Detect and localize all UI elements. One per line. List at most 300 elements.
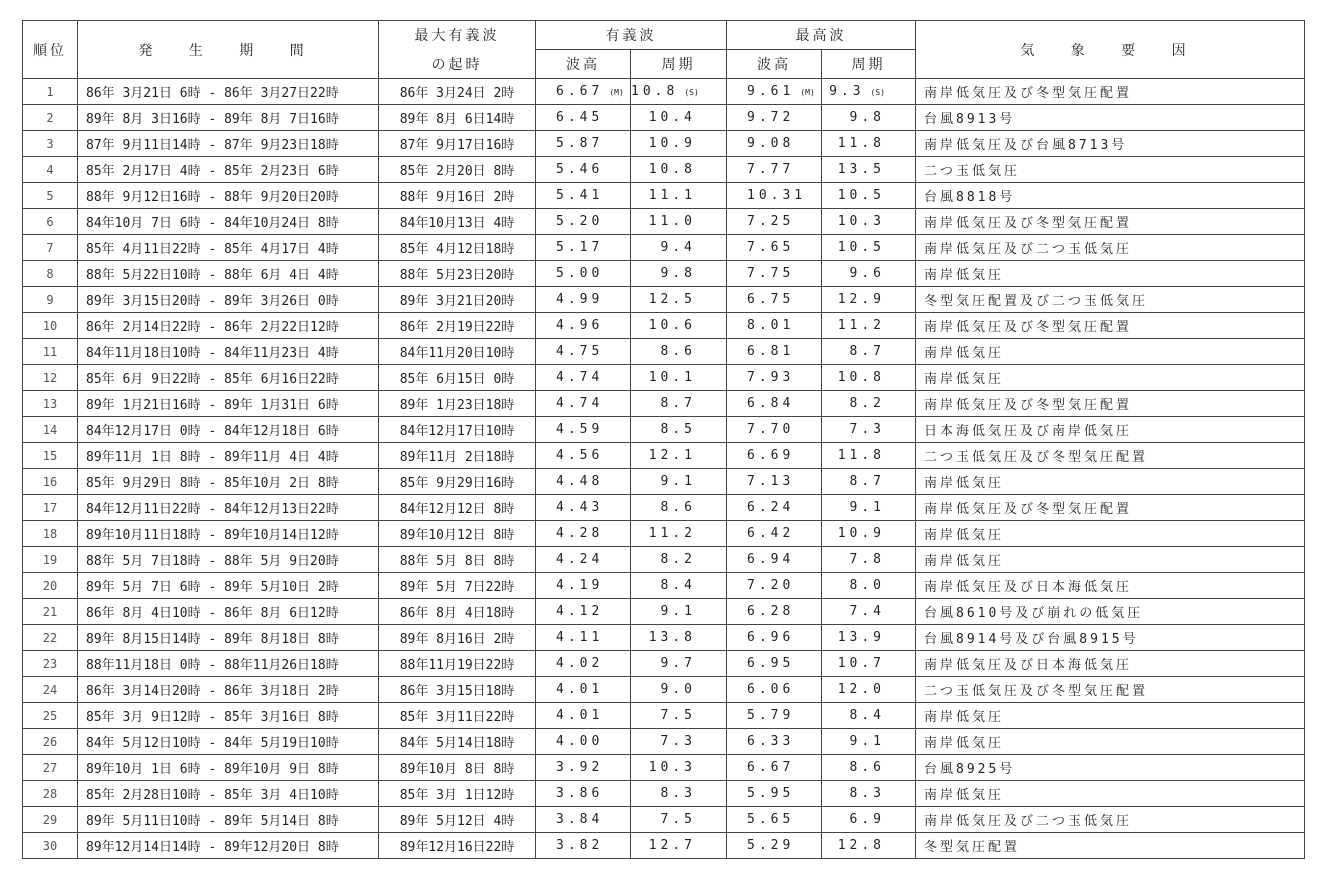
- period-cell: [78, 729, 379, 755]
- max-time-cell: [379, 313, 536, 339]
- sig-period-cell: [631, 781, 727, 807]
- cell-value: 6.33: [747, 734, 795, 749]
- max-time-cell: [379, 495, 536, 521]
- cell-value: 4.28: [556, 526, 604, 541]
- rank-cell: [23, 651, 78, 677]
- max-period-cell: [822, 105, 916, 131]
- cell-value: 85年 3月 1日12時: [399, 788, 515, 803]
- max-height-cell: [727, 547, 822, 573]
- cell-value: 7.75: [747, 266, 795, 281]
- max-period-cell: [822, 807, 916, 833]
- max-time-cell: [379, 521, 536, 547]
- sig-period-cell: [631, 339, 727, 365]
- cell-value: 12.9: [837, 292, 885, 307]
- cell-value: 84年10月 7日 6時 - 84年10月24日 8時: [86, 216, 339, 231]
- period-cell: [78, 209, 379, 235]
- cell-value: 8.5: [660, 422, 696, 437]
- cell-value: 8.6: [660, 500, 696, 515]
- sig-period-cell: [631, 547, 727, 573]
- cause-cell: [916, 677, 1305, 703]
- max-period-cell: [822, 755, 916, 781]
- rank-cell: [23, 157, 78, 183]
- period-cell: [78, 833, 379, 859]
- rank-cell: [23, 521, 78, 547]
- header-rank: 順位: [23, 21, 78, 79]
- max-height-cell: [727, 599, 822, 625]
- cell-value: 10.6: [648, 318, 696, 333]
- max-time-cell: [379, 79, 536, 105]
- max-time-cell: [379, 287, 536, 313]
- cell-value: 10.8: [631, 84, 679, 99]
- cell-value: 85年 4月11日22時 - 85年 4月17日 4時: [86, 242, 339, 257]
- cell-value: 冬型気圧配置: [924, 840, 1021, 855]
- cell-value: 9.3: [829, 84, 865, 99]
- sig-height-cell: [536, 131, 631, 157]
- cell-value: 5.00: [556, 266, 604, 281]
- max-time-cell: [379, 781, 536, 807]
- max-time-cell: [379, 131, 536, 157]
- cell-value: 5.95: [747, 786, 795, 801]
- cell-value: 88年 9月16日 2時: [399, 190, 515, 205]
- cell-value: 89年 3月21日20時: [399, 294, 515, 309]
- sig-height-cell: [536, 807, 631, 833]
- cell-value: 南岸低気圧: [924, 346, 1005, 361]
- cell-value: 7.93: [747, 370, 795, 385]
- cell-value: 26: [42, 734, 58, 749]
- cause-cell: [916, 105, 1305, 131]
- max-time-cell: [379, 417, 536, 443]
- unit-label: (M): [800, 88, 815, 97]
- sig-height-cell: [536, 287, 631, 313]
- sig-period-cell: [631, 807, 727, 833]
- cell-value: 6.06: [747, 682, 795, 697]
- max-period-cell: [822, 287, 916, 313]
- cause-cell: [916, 287, 1305, 313]
- max-time-cell: [379, 261, 536, 287]
- period-cell: [78, 495, 379, 521]
- sig-period-cell: [631, 599, 727, 625]
- cell-value: 南岸低気圧: [924, 788, 1005, 803]
- rank-cell: [23, 833, 78, 859]
- max-height-cell: [727, 833, 822, 859]
- max-period-cell: [822, 521, 916, 547]
- cause-cell: [916, 443, 1305, 469]
- max-height-cell: [727, 625, 822, 651]
- sig-period-cell: [631, 729, 727, 755]
- cell-value: 5.17: [556, 240, 604, 255]
- cell-value: 88年 5月 7日18時 - 88年 5月 9日20時: [86, 554, 339, 569]
- period-cell: [78, 443, 379, 469]
- sig-height-cell: [536, 391, 631, 417]
- table-row: [23, 651, 1305, 677]
- cell-value: 8.6: [660, 344, 696, 359]
- sig-period-cell: [631, 391, 727, 417]
- max-time-cell: [379, 833, 536, 859]
- cell-value: 南岸低気圧及び二つ玉低気圧: [924, 242, 1133, 257]
- cell-value: 86年 8月 4日10時 - 86年 8月 6日12時: [86, 606, 339, 621]
- sig-height-cell: [536, 495, 631, 521]
- cell-value: 10.1: [648, 370, 696, 385]
- rank-cell: [23, 313, 78, 339]
- cell-value: 89年11月 2日18時: [399, 450, 515, 465]
- cell-value: 8.0: [849, 578, 885, 593]
- sig-period-cell: [631, 469, 727, 495]
- sig-period-cell: [631, 677, 727, 703]
- rank-cell: [23, 755, 78, 781]
- cell-value: 8.2: [660, 552, 696, 567]
- cell-value: 27: [42, 760, 58, 775]
- cause-cell: [916, 599, 1305, 625]
- cell-value: 6.24: [747, 500, 795, 515]
- rank-cell: [23, 599, 78, 625]
- cell-value: 4.02: [556, 656, 604, 671]
- sig-height-cell: [536, 365, 631, 391]
- cell-value: 南岸低気圧及び二つ玉低気圧: [924, 814, 1133, 829]
- period-cell: [78, 651, 379, 677]
- max-height-cell: [727, 235, 822, 261]
- cell-value: 12: [42, 370, 58, 385]
- cell-value: 10.3: [837, 214, 885, 229]
- cause-cell: [916, 469, 1305, 495]
- cell-value: 13.8: [648, 630, 696, 645]
- max-period-cell: [822, 365, 916, 391]
- cell-value: 5.65: [747, 812, 795, 827]
- sig-height-cell: [536, 313, 631, 339]
- cell-value: 6.95: [747, 656, 795, 671]
- period-cell: [78, 807, 379, 833]
- sig-period-cell: [631, 131, 727, 157]
- period-cell: [78, 547, 379, 573]
- header-period: 発 生 期 間: [78, 21, 379, 79]
- rank-cell: [23, 183, 78, 209]
- cell-value: 南岸低気圧及び台風8713号: [924, 138, 1128, 153]
- cell-value: 89年10月11日18時 - 89年10月14日12時: [86, 528, 339, 543]
- sig-height-cell: [536, 183, 631, 209]
- header-row-1: [23, 21, 1305, 50]
- cell-value: 8.4: [660, 578, 696, 593]
- sig-height-cell: [536, 651, 631, 677]
- max-period-cell: [822, 235, 916, 261]
- cell-value: 南岸低気圧: [924, 710, 1005, 725]
- table-row: [23, 131, 1305, 157]
- max-period-cell: [822, 157, 916, 183]
- cell-value: 25: [42, 708, 58, 723]
- sig-period-cell: [631, 183, 727, 209]
- period-cell: [78, 105, 379, 131]
- cell-value: 南岸低気圧: [924, 736, 1005, 751]
- max-period-cell: [822, 703, 916, 729]
- sig-period-cell: [631, 625, 727, 651]
- cell-value: 11: [42, 344, 58, 359]
- cell-value: 7.13: [747, 474, 795, 489]
- cell-value: 7: [46, 240, 54, 255]
- rank-cell: [23, 79, 78, 105]
- sig-height-cell: [536, 573, 631, 599]
- cell-value: 7.5: [660, 812, 696, 827]
- period-cell: [78, 573, 379, 599]
- cell-value: 二つ玉低気圧及び冬型気圧配置: [924, 684, 1149, 699]
- cell-value: 5.41: [556, 188, 604, 203]
- cell-value: 6.84: [747, 396, 795, 411]
- sig-height-cell: [536, 521, 631, 547]
- cell-value: 4.19: [556, 578, 604, 593]
- sig-period-cell: [631, 521, 727, 547]
- unit-label: (M): [609, 88, 624, 97]
- period-cell: [78, 703, 379, 729]
- cell-value: 4.75: [556, 344, 604, 359]
- cell-value: 89年11月 1日 8時 - 89年11月 4日 4時: [86, 450, 339, 465]
- max-period-cell: [822, 833, 916, 859]
- period-cell: [78, 235, 379, 261]
- max-height-cell: [727, 755, 822, 781]
- table-row: [23, 495, 1305, 521]
- max-time-cell: [379, 755, 536, 781]
- cell-value: 5: [46, 188, 54, 203]
- max-height-cell: [727, 729, 822, 755]
- cell-value: 4.12: [556, 604, 604, 619]
- cell-value: 84年12月17日 0時 - 84年12月18日 6時: [86, 424, 339, 439]
- cause-cell: [916, 625, 1305, 651]
- sig-period-cell: [631, 261, 727, 287]
- cell-value: 8.3: [660, 786, 696, 801]
- cell-value: 89年12月14日14時 - 89年12月20日 8時: [86, 840, 339, 855]
- sig-period-cell: [631, 105, 727, 131]
- cell-value: 南岸低気圧: [924, 268, 1005, 283]
- cell-value: 22: [42, 630, 58, 645]
- max-height-cell: [727, 495, 822, 521]
- cell-value: 4.48: [556, 474, 604, 489]
- cell-value: 南岸低気圧: [924, 554, 1005, 569]
- table-row: [23, 599, 1305, 625]
- max-time-cell: [379, 651, 536, 677]
- cell-value: 85年 2月28日10時 - 85年 3月 4日10時: [86, 788, 339, 803]
- cell-value: 9.6: [849, 266, 885, 281]
- cell-value: 南岸低気圧及び冬型気圧配置: [924, 86, 1133, 101]
- sig-height-cell: [536, 209, 631, 235]
- cell-value: 9.61: [747, 84, 795, 99]
- header-sig-wave: 有義波: [536, 21, 727, 50]
- cell-value: 台風8914号及び台風8915号: [924, 632, 1139, 647]
- max-period-cell: [822, 131, 916, 157]
- max-height-cell: [727, 807, 822, 833]
- cell-value: 86年 2月14日22時 - 86年 2月22日12時: [86, 320, 339, 335]
- cause-cell: [916, 417, 1305, 443]
- cell-value: 23: [42, 656, 58, 671]
- max-height-cell: [727, 651, 822, 677]
- max-height-cell: [727, 183, 822, 209]
- max-time-cell: [379, 365, 536, 391]
- cell-value: 7.5: [660, 708, 696, 723]
- sig-height-cell: [536, 599, 631, 625]
- cell-value: 4.99: [556, 292, 604, 307]
- cell-value: 88年 5月 8日 8時: [399, 554, 515, 569]
- max-period-cell: [822, 443, 916, 469]
- rank-cell: [23, 443, 78, 469]
- cell-value: 9.1: [660, 604, 696, 619]
- max-height-cell: [727, 573, 822, 599]
- cell-value: 南岸低気圧及び冬型気圧配置: [924, 320, 1133, 335]
- period-cell: [78, 313, 379, 339]
- max-period-cell: [822, 417, 916, 443]
- cause-cell: [916, 807, 1305, 833]
- cell-value: 9.72: [747, 110, 795, 125]
- cell-value: 7.3: [660, 734, 696, 749]
- cell-value: 8.6: [849, 760, 885, 775]
- unit-label: (S): [870, 88, 885, 97]
- period-cell: [78, 339, 379, 365]
- cell-value: 89年 5月11日10時 - 89年 5月14日 8時: [86, 814, 339, 829]
- cell-value: 5.20: [556, 214, 604, 229]
- cell-value: 11.2: [837, 318, 885, 333]
- period-cell: [78, 755, 379, 781]
- cell-value: 6.9: [849, 812, 885, 827]
- max-period-cell: [822, 599, 916, 625]
- rank-cell: [23, 339, 78, 365]
- sig-height-cell: [536, 703, 631, 729]
- sig-period-cell: [631, 417, 727, 443]
- max-height-cell: [727, 781, 822, 807]
- max-time-cell: [379, 209, 536, 235]
- cell-value: 84年11月20日10時: [399, 346, 515, 361]
- cell-value: 89年 8月15日14時 - 89年 8月18日 8時: [86, 632, 339, 647]
- cell-value: 28: [42, 786, 58, 801]
- header-sig-height: 波高: [536, 50, 631, 79]
- max-time-cell: [379, 443, 536, 469]
- max-time-cell: [379, 677, 536, 703]
- max-height-cell: [727, 339, 822, 365]
- cell-value: 二つ玉低気圧及び冬型気圧配置: [924, 450, 1149, 465]
- cell-value: 6: [46, 214, 54, 229]
- max-time-cell: [379, 547, 536, 573]
- cell-value: 南岸低気圧: [924, 372, 1005, 387]
- cell-value: 二つ玉低気圧: [924, 164, 1021, 179]
- unit-label: (S): [684, 88, 699, 97]
- period-cell: [78, 677, 379, 703]
- cell-value: 3: [46, 136, 54, 151]
- cell-value: 6.67: [747, 760, 795, 775]
- rank-cell: [23, 391, 78, 417]
- sig-period-cell: [631, 287, 727, 313]
- rank-cell: [23, 495, 78, 521]
- cell-value: 85年 9月29日 8時 - 85年10月 2日 8時: [86, 476, 339, 491]
- cell-value: 4.74: [556, 396, 604, 411]
- cell-value: 5.87: [556, 136, 604, 151]
- sig-height-cell: [536, 677, 631, 703]
- max-height-cell: [727, 209, 822, 235]
- table-row: [23, 183, 1305, 209]
- max-period-cell: [822, 677, 916, 703]
- table-row: [23, 755, 1305, 781]
- cause-cell: [916, 391, 1305, 417]
- cell-value: 7.4: [849, 604, 885, 619]
- sig-period-cell: [631, 313, 727, 339]
- cell-value: 4.56: [556, 448, 604, 463]
- cell-value: 85年 2月17日 4時 - 85年 2月23日 6時: [86, 164, 339, 179]
- cell-value: 6.42: [747, 526, 795, 541]
- max-period-cell: [822, 651, 916, 677]
- cell-value: 5.46: [556, 162, 604, 177]
- max-period-cell: [822, 183, 916, 209]
- period-cell: [78, 417, 379, 443]
- period-cell: [78, 287, 379, 313]
- period-cell: [78, 521, 379, 547]
- max-period-cell: [822, 209, 916, 235]
- max-height-cell: [727, 469, 822, 495]
- cell-value: 19: [42, 552, 58, 567]
- cell-value: 10.9: [837, 526, 885, 541]
- rank-cell: [23, 209, 78, 235]
- cause-cell: [916, 261, 1305, 287]
- table-row: [23, 781, 1305, 807]
- cell-value: 10.7: [837, 656, 885, 671]
- max-time-cell: [379, 105, 536, 131]
- rank-cell: [23, 625, 78, 651]
- cause-cell: [916, 521, 1305, 547]
- max-height-cell: [727, 79, 822, 105]
- max-time-cell: [379, 625, 536, 651]
- max-height-cell: [727, 703, 822, 729]
- cell-value: 10: [42, 318, 58, 333]
- cell-value: 6.81: [747, 344, 795, 359]
- period-cell: [78, 365, 379, 391]
- sig-period-cell: [631, 703, 727, 729]
- cell-value: 6.75: [747, 292, 795, 307]
- table-row: [23, 261, 1305, 287]
- period-cell: [78, 391, 379, 417]
- sig-height-cell: [536, 833, 631, 859]
- cell-value: 1: [46, 84, 54, 99]
- rank-cell: [23, 287, 78, 313]
- cell-value: 88年 5月23日20時: [399, 268, 515, 283]
- cell-value: 7.77: [747, 162, 795, 177]
- cell-value: 8.3: [849, 786, 885, 801]
- max-period-cell: [822, 313, 916, 339]
- max-time-cell: [379, 235, 536, 261]
- cell-value: 85年 6月15日 0時: [399, 372, 515, 387]
- max-time-cell: [379, 703, 536, 729]
- max-height-cell: [727, 313, 822, 339]
- cell-value: 4.00: [556, 734, 604, 749]
- cell-value: 7.8: [849, 552, 885, 567]
- cell-value: 9.0: [660, 682, 696, 697]
- sig-period-cell: [631, 157, 727, 183]
- cell-value: 台風8610号及び崩れの低気圧: [924, 606, 1144, 621]
- cause-cell: [916, 183, 1305, 209]
- table-row: [23, 339, 1305, 365]
- rank-cell: [23, 781, 78, 807]
- cell-value: 10.31: [747, 188, 807, 203]
- max-time-cell: [379, 807, 536, 833]
- sig-height-cell: [536, 547, 631, 573]
- cell-value: 88年 5月22日10時 - 88年 6月 4日 4時: [86, 268, 339, 283]
- max-time-cell: [379, 157, 536, 183]
- cell-value: 10.9: [648, 136, 696, 151]
- cell-value: 南岸低気圧: [924, 476, 1005, 491]
- cell-value: 13.9: [837, 630, 885, 645]
- cell-value: 10.3: [648, 760, 696, 775]
- cell-value: 南岸低気圧及び冬型気圧配置: [924, 398, 1133, 413]
- cell-value: 6.67: [556, 84, 604, 99]
- cause-cell: [916, 365, 1305, 391]
- cell-value: 8.7: [660, 396, 696, 411]
- cell-value: 5.79: [747, 708, 795, 723]
- cell-value: 12.1: [648, 448, 696, 463]
- cell-value: 10.4: [648, 110, 696, 125]
- rank-cell: [23, 677, 78, 703]
- cell-value: 10.8: [648, 162, 696, 177]
- cell-value: 85年 3月11日22時: [399, 710, 515, 725]
- max-height-cell: [727, 677, 822, 703]
